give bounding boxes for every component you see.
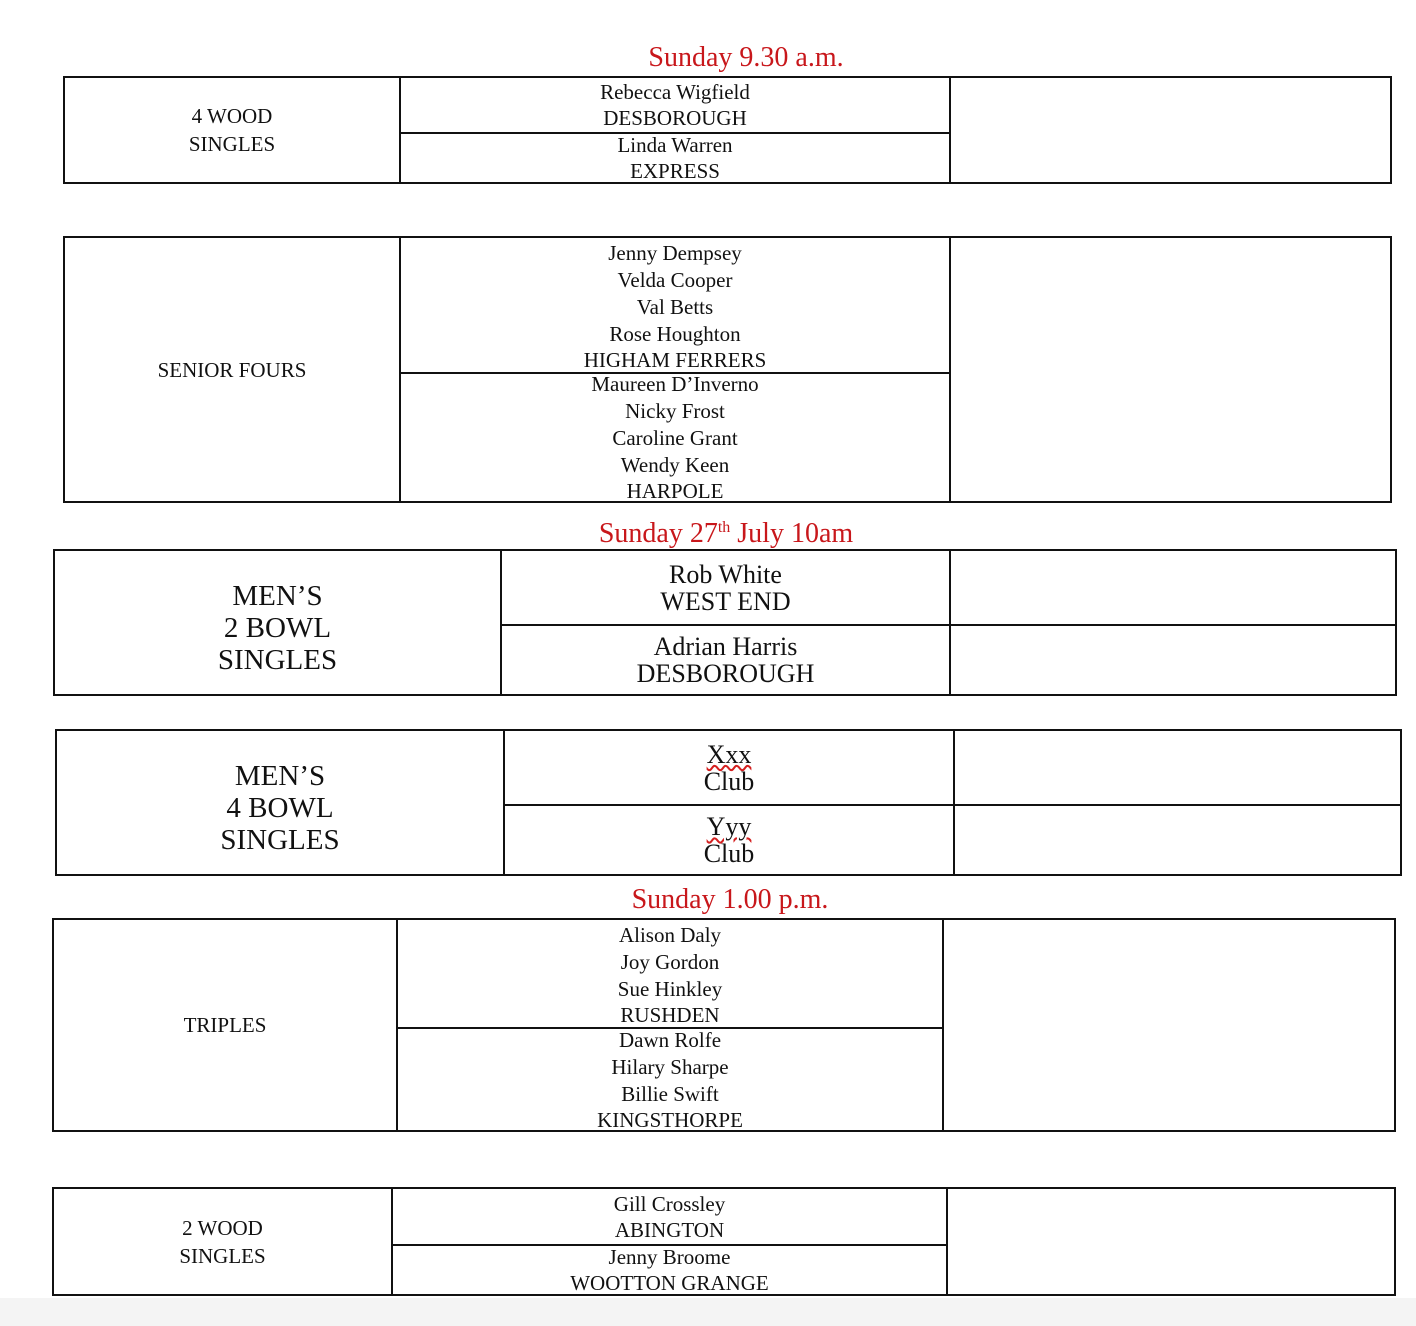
four-wood-singles-table [63, 76, 1392, 184]
mens-four-bowl-label-line1: MEN’S [234, 759, 326, 792]
triples-table [52, 918, 1396, 1132]
club-name: WEST END [660, 586, 791, 616]
result-cell [955, 731, 1400, 804]
player-name: Maureen D’Inverno [591, 372, 759, 396]
result-cell [951, 238, 1390, 501]
player-name: Billie Swift [621, 1081, 719, 1106]
entry [502, 551, 949, 624]
heading-sunday-afternoon: Sunday 1.00 p.m. [631, 884, 829, 915]
four-wood-label [65, 78, 401, 182]
player-name: Wendy Keen [620, 453, 730, 477]
player-name: Sue Hinkley [617, 976, 723, 1001]
two-wood-singles-table [52, 1187, 1396, 1296]
triples-label [54, 920, 398, 1130]
mens-two-bowl-label-line2: 2 BOWL [223, 611, 332, 644]
player-name: Linda Warren [617, 133, 733, 157]
entry [401, 132, 949, 182]
entry [505, 731, 953, 804]
mens-two-bowl-label-line3: SINGLES [217, 643, 338, 676]
entry [505, 804, 953, 874]
two-wood-label-line1: 2 WOOD [182, 1215, 263, 1240]
heading-july-suffix: July 10am [730, 518, 854, 549]
player-name: Jenny Broome [608, 1245, 731, 1269]
result-cell [951, 551, 1395, 624]
senior-fours-table [63, 236, 1392, 503]
triples-entries [398, 920, 944, 1130]
player-name: Nicky Frost [625, 399, 725, 423]
mens-four-bowl-label [57, 731, 505, 874]
player-name: Caroline Grant [612, 426, 738, 450]
two-wood-label [54, 1189, 393, 1294]
mens-four-bowl-label-line2: 4 BOWL [226, 791, 334, 824]
entry [398, 920, 942, 1027]
mens-two-bowl-label-line1: MEN’S [232, 579, 323, 612]
heading-sunday-morning: Sunday 9.30 a.m. [648, 42, 844, 73]
entry [393, 1244, 946, 1294]
player-name: Hilary Sharpe [611, 1054, 729, 1079]
mens-four-bowl-entries [505, 731, 955, 874]
player-name: Jenny Dempsey [608, 240, 742, 265]
player-name: Xxx [706, 739, 752, 769]
senior-fours-entries [401, 238, 951, 501]
mens-four-bowl-table [55, 729, 1402, 876]
player-name: Joy Gordon [620, 949, 720, 974]
player-name: Val Betts [636, 294, 714, 319]
page-bottom-shade [0, 1298, 1416, 1326]
club-name: KINGSTHORPE [597, 1107, 743, 1130]
four-wood-label-line2: SINGLES [188, 132, 276, 156]
senior-fours-label [65, 238, 401, 501]
result-cell [948, 1189, 1394, 1294]
result-cell [951, 78, 1390, 182]
club-name: HIGHAM FERRERS [583, 347, 767, 372]
triples-label-text: TRIPLES [183, 1013, 267, 1037]
entry [398, 1027, 942, 1130]
entry [393, 1189, 946, 1244]
mens-four-bowl-label-line3: SINGLES [220, 823, 340, 856]
result-column [955, 731, 1400, 874]
club-name: DESBOROUGH [603, 106, 747, 130]
player-name: Gill Crossley [613, 1191, 726, 1216]
club-name: EXPRESS [630, 159, 720, 182]
player-name: Adrian Harris [653, 632, 798, 661]
heading-sunday-27th-july [18, 517, 1416, 551]
entry [401, 238, 949, 372]
senior-fours-label-text: SENIOR FOURS [157, 357, 307, 382]
player-name: Yyy [706, 812, 752, 841]
entry [502, 624, 949, 694]
result-cell [944, 920, 1394, 1130]
result-cell [955, 804, 1400, 874]
player-name: Rob White [669, 559, 782, 589]
entry [401, 78, 949, 132]
four-wood-entries [401, 78, 951, 182]
heading-july-sup: th [717, 519, 731, 536]
heading-july-prefix: Sunday 27 [598, 518, 718, 549]
four-wood-label-line1: 4 WOOD [191, 104, 273, 128]
player-name: Rose Houghton [609, 321, 741, 346]
player-name: Velda Cooper [617, 267, 733, 292]
two-wood-label-line2: SINGLES [179, 1243, 266, 1268]
mens-two-bowl-entries [502, 551, 951, 694]
club-name: HARPOLE [626, 479, 724, 501]
mens-two-bowl-table [53, 549, 1397, 696]
club-name: DESBOROUGH [636, 659, 815, 688]
two-wood-entries [393, 1189, 948, 1294]
result-column [951, 551, 1395, 694]
mens-two-bowl-label [55, 551, 502, 694]
club-name: RUSHDEN [620, 1002, 720, 1027]
player-name: Alison Daly [618, 922, 722, 947]
club-name: WOOTTON GRANGE [570, 1271, 769, 1294]
club-name: Club [703, 839, 755, 868]
entry [401, 372, 949, 501]
player-name: Dawn Rolfe [618, 1027, 722, 1052]
club-name: Club [703, 766, 755, 796]
result-cell [951, 624, 1395, 694]
club-name: ABINGTON [614, 1217, 725, 1242]
player-name: Rebecca Wigfield [600, 80, 750, 104]
